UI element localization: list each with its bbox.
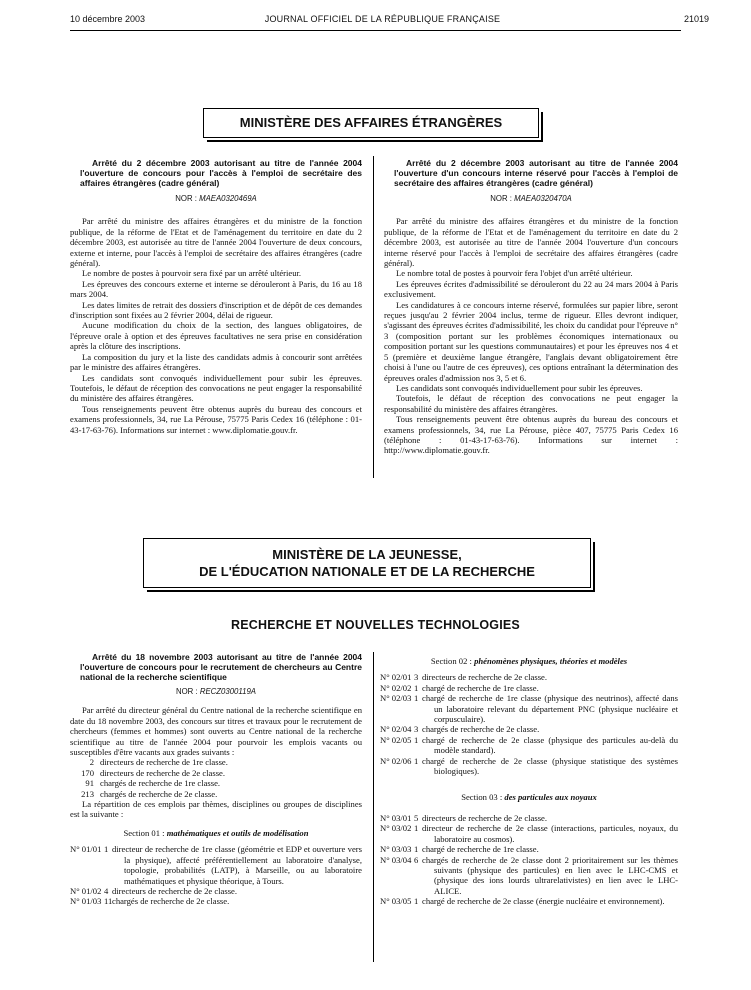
page-header (56, 14, 709, 30)
list-item: 91 chargés de recherche de 1re classe. (85, 778, 221, 789)
list-item: 170 directeurs de recherche de 2e classe. (81, 767, 226, 778)
article-2-paragraph: Les candidatures à ce concours interne réservé, formulées sur papier libre, seront reçues jusqu'au 2 février 2004 inclus, terme de rigueur. Elles devront indiquer, s'agissant des épreuves écrites d'admissibilité, les choix du candidat pour l'épreuve n° 3 (composition portant sur les problèmes économiques internationaux ou composition portant sur les questions communautaires) et pour les épreuves nos 4 et 5 (première et deuxième langue étrangère, l'anglais devant obligatoirement être choisi à l'une ou l'autre de ces épreuves), ces options entraînant la détermination des épreuves orales d'admission nos 3, 5 et 6. (384, 299, 678, 383)
table-row: N° 03/02 1 directeur de recherche de 2e classe (interactions, particules, noyaux, du laboratoire au cosmos). (380, 823, 678, 844)
section-01-heading: Section 01 : mathématiques et outils de modélisation (123, 827, 309, 838)
article-3-continued (380, 652, 678, 907)
article-1-paragraph: Les candidats sont convoqués individuellement pour subir les épreuves. Toutefois, le défaut de réception des convocations ne peut engager la responsabilité du ministère des affaires étrangères. (70, 372, 362, 404)
article-3-nor: NOR : RECZ0300119A (175, 687, 257, 696)
section-03-heading: Section 03 : des particules aux noyaux (461, 792, 597, 803)
article-2-paragraph: Le nombre total de postes à pourvoir fera l'objet d'un arrêté ultérieur. (396, 268, 633, 279)
article-2-paragraph: Les candidats sont convoqués individuellement pour subir les épreuves. (396, 382, 643, 393)
page-number: 21019 (683, 14, 709, 24)
list-item: 213 chargés de recherche de 2e classe. (81, 788, 218, 799)
article-3 (70, 652, 362, 907)
section-02-heading: Section 02 : phénomènes physiques, théories et modèles (430, 656, 628, 666)
table-row: N° 02/01 3 directeurs de recherche de 2e classe. (380, 672, 548, 683)
article-1-paragraph: Le nombre de postes à pourvoir sera fixé par un arrêté ultérieur. (82, 268, 302, 279)
article-1-paragraph: La composition du jury et la liste des candidats admis à concourir sont arrêtées par le ministre des affaires étrangères. (70, 351, 362, 373)
ministry-heading-line: DE L'ÉDUCATION NATIONALE ET DE LA RECHERCHE (199, 564, 535, 579)
table-row: N° 03/01 5 directeurs de recherche de 2e classe. (380, 812, 548, 823)
section-title: RECHERCHE ET NOUVELLES TECHNOLOGIES (231, 618, 520, 632)
article-2-paragraph: Tous renseignements peuvent être obtenus auprès du bureau des concours et examens professionnels, 34, rue La Pérouse, pièce 407, 75775 Paris Cedex 16 (téléphone : 01-43-17-63-76). Informations sur internet : http://www.diplomatie.gouv.fr. (384, 414, 678, 456)
issue-date: 10 décembre 2003 (70, 14, 146, 24)
article-3-intro: Par arrêté du directeur général du Centre national de la recherche scientifique en date du 18 novembre 2003, des concours sur titres et travaux pour le recrutement de chercheurs (femmes et hommes) sont ouverts au Centre national de la recherche scientifique au titre de l'année 2004 pour pourvoir les emplois vacants ou susceptibles d'être vacants aux grades suivants : (70, 705, 362, 758)
table-row: N° 03/03 1 chargé de recherche de 1re classe. (380, 844, 539, 855)
article-1-title: Arrêté du 2 décembre 2003 autorisant au titre de l'année 2004 l'ouverture de concours pour l'accès à l'emploi de secrétaire des affaires étrangères (cadre général) (80, 158, 362, 188)
article-1-paragraph: Aucune modification du choix de la section, des langues obligatoires, de l'épreuve orale à option et des épreuves facultatives ne sera prise en considération après la clôture des inscriptions. (70, 320, 362, 352)
article-2-title: Arrêté du 2 décembre 2003 autorisant au titre de l'année 2004 l'ouverture d'un concours interne réservé pour l'accès à l'emploi de secrétaire des affaires étrangères (cadre général) (394, 158, 678, 188)
ministry-heading-education (143, 538, 591, 588)
article-2-nor-code: MAEA0320470A (514, 194, 572, 203)
table-row: N° 01/01 1 directeur de recherche de 1re classe (géométrie et EDP et ouverture vers la physique), affecté préférentiellement au laboratoire d'analyse, topologie, probabilités (LATP), à Marseille, ou au laboratoire mathématiques et physique théorique, à Tours. (70, 844, 362, 886)
table-row: N° 03/05 1 chargé de recherche de 2e classe (énergie nucléaire et environnement). (380, 896, 665, 907)
ministry-heading-foreign-affairs: MINISTÈRE DES AFFAIRES ÉTRANGÈRES (203, 108, 539, 138)
article-1-paragraph: Les épreuves des concours externe et interne se dérouleront à Paris, du 16 au 18 mars 2004. (70, 278, 362, 300)
ministry-heading-line: MINISTÈRE DE LA JEUNESSE, (272, 547, 462, 562)
article-2-paragraph: Par arrêté du ministre des affaires étrangères et du ministre de la fonction publique, de la réforme de l'Etat et de l'aménagement du territoire en date du 2 décembre 2003, est autorisée au titre de l'année 2004 l'ouverture d'un concours interne réservé pour l'accès à l'emploi de secrétaire des affaires étrangères (cadre général). (384, 216, 678, 269)
table-row: N° 02/04 3 chargés de recherche de 2e classe. (380, 724, 540, 735)
column-divider (373, 156, 374, 478)
article-2-paragraph: Les épreuves écrites d'admissibilité se dérouleront du 22 au 24 mars 2004 à Paris exclusivement. (384, 278, 678, 300)
table-row: N° 02/03 1 chargé de recherche de 1re classe (physique des neutrinos), affecté dans un laboratoire relevant du département PNC (physique nucléaire et corpusculaire). (380, 693, 678, 725)
table-row: N° 02/06 1 chargé de recherche de 2e classe (physique statistique des systèmes biologiques). (380, 755, 678, 777)
article-1-paragraph: Les dates limites de retrait des dossiers d'inscription et de dépôt de ces demandes d'inscription sont fixées au 2 février 2004, délai de rigueur. (70, 299, 362, 321)
article-3-repartition: La répartition de ces emplois par thèmes, disciplines ou groupes de disciplines est la suivante : (70, 799, 362, 820)
column-divider (373, 652, 374, 962)
table-row: N° 01/03 11 chargés de recherche de 2e classe. (70, 896, 230, 907)
table-row: N° 03/04 6 chargés de recherche de 2e classe dont 2 prioritairement sur les thèmes suivants (physique des particules) en lien avec le LHC-CMS et (physique des ions lourds ultrarelativistes) en lien avec le LHC-ALICE. (380, 854, 678, 896)
article-3-title: Arrêté du 18 novembre 2003 autorisant au titre de l'année 2004 l'ouverture de concours pour le recrutement de chercheurs au Centre national de la recherche scientifique (80, 652, 362, 682)
article-1-nor: NOR : MAEA0320469A (175, 194, 257, 203)
article-1 (70, 158, 362, 435)
article-1-nor-code: MAEA0320469A (199, 194, 257, 203)
article-1-paragraph: Tous renseignements peuvent être obtenus auprès du bureau des concours et examens professionnels, 34, rue La Pérouse, 75775 Paris Cedex 16 (téléphone : 01-43-17-63-76). Informations sur internet : www.diplomatie.gouv.fr. (70, 403, 362, 435)
article-1-paragraph: Par arrêté du ministre des affaires étrangères et du ministre de la fonction publique, de la réforme de l'Etat et de l'aménagement du territoire en date du 2 décembre 2003, est autorisée au titre de l'année 2004 l'ouverture de deux concours, externe et interne, pour l'accès à l'emploi de secrétaire des affaires étrangères (cadre général). (70, 216, 362, 269)
article-3-nor-code: RECZ0300119A (199, 687, 257, 696)
table-row: N° 01/02 4 directeurs de recherche de 2e classe. (70, 885, 238, 896)
list-item: 2 directeurs de recherche de 1re classe. (89, 757, 228, 768)
table-row: N° 02/05 1 chargé de recherche de 2e classe (physique des particules au-delà du modèle standard). (380, 734, 678, 756)
article-2-nor: NOR : MAEA0320470A (490, 194, 572, 203)
journal-title: JOURNAL OFFICIEL DE LA RÉPUBLIQUE FRANÇAISE (264, 14, 501, 24)
article-2 (384, 158, 678, 456)
table-row: N° 02/02 1 chargé de recherche de 1re classe. (380, 682, 539, 693)
article-2-paragraph: Toutefois, le défaut de réception des convocations ne peut engager la responsabilité du ministère des affaires étrangères. (384, 393, 678, 414)
header-divider (70, 30, 681, 31)
